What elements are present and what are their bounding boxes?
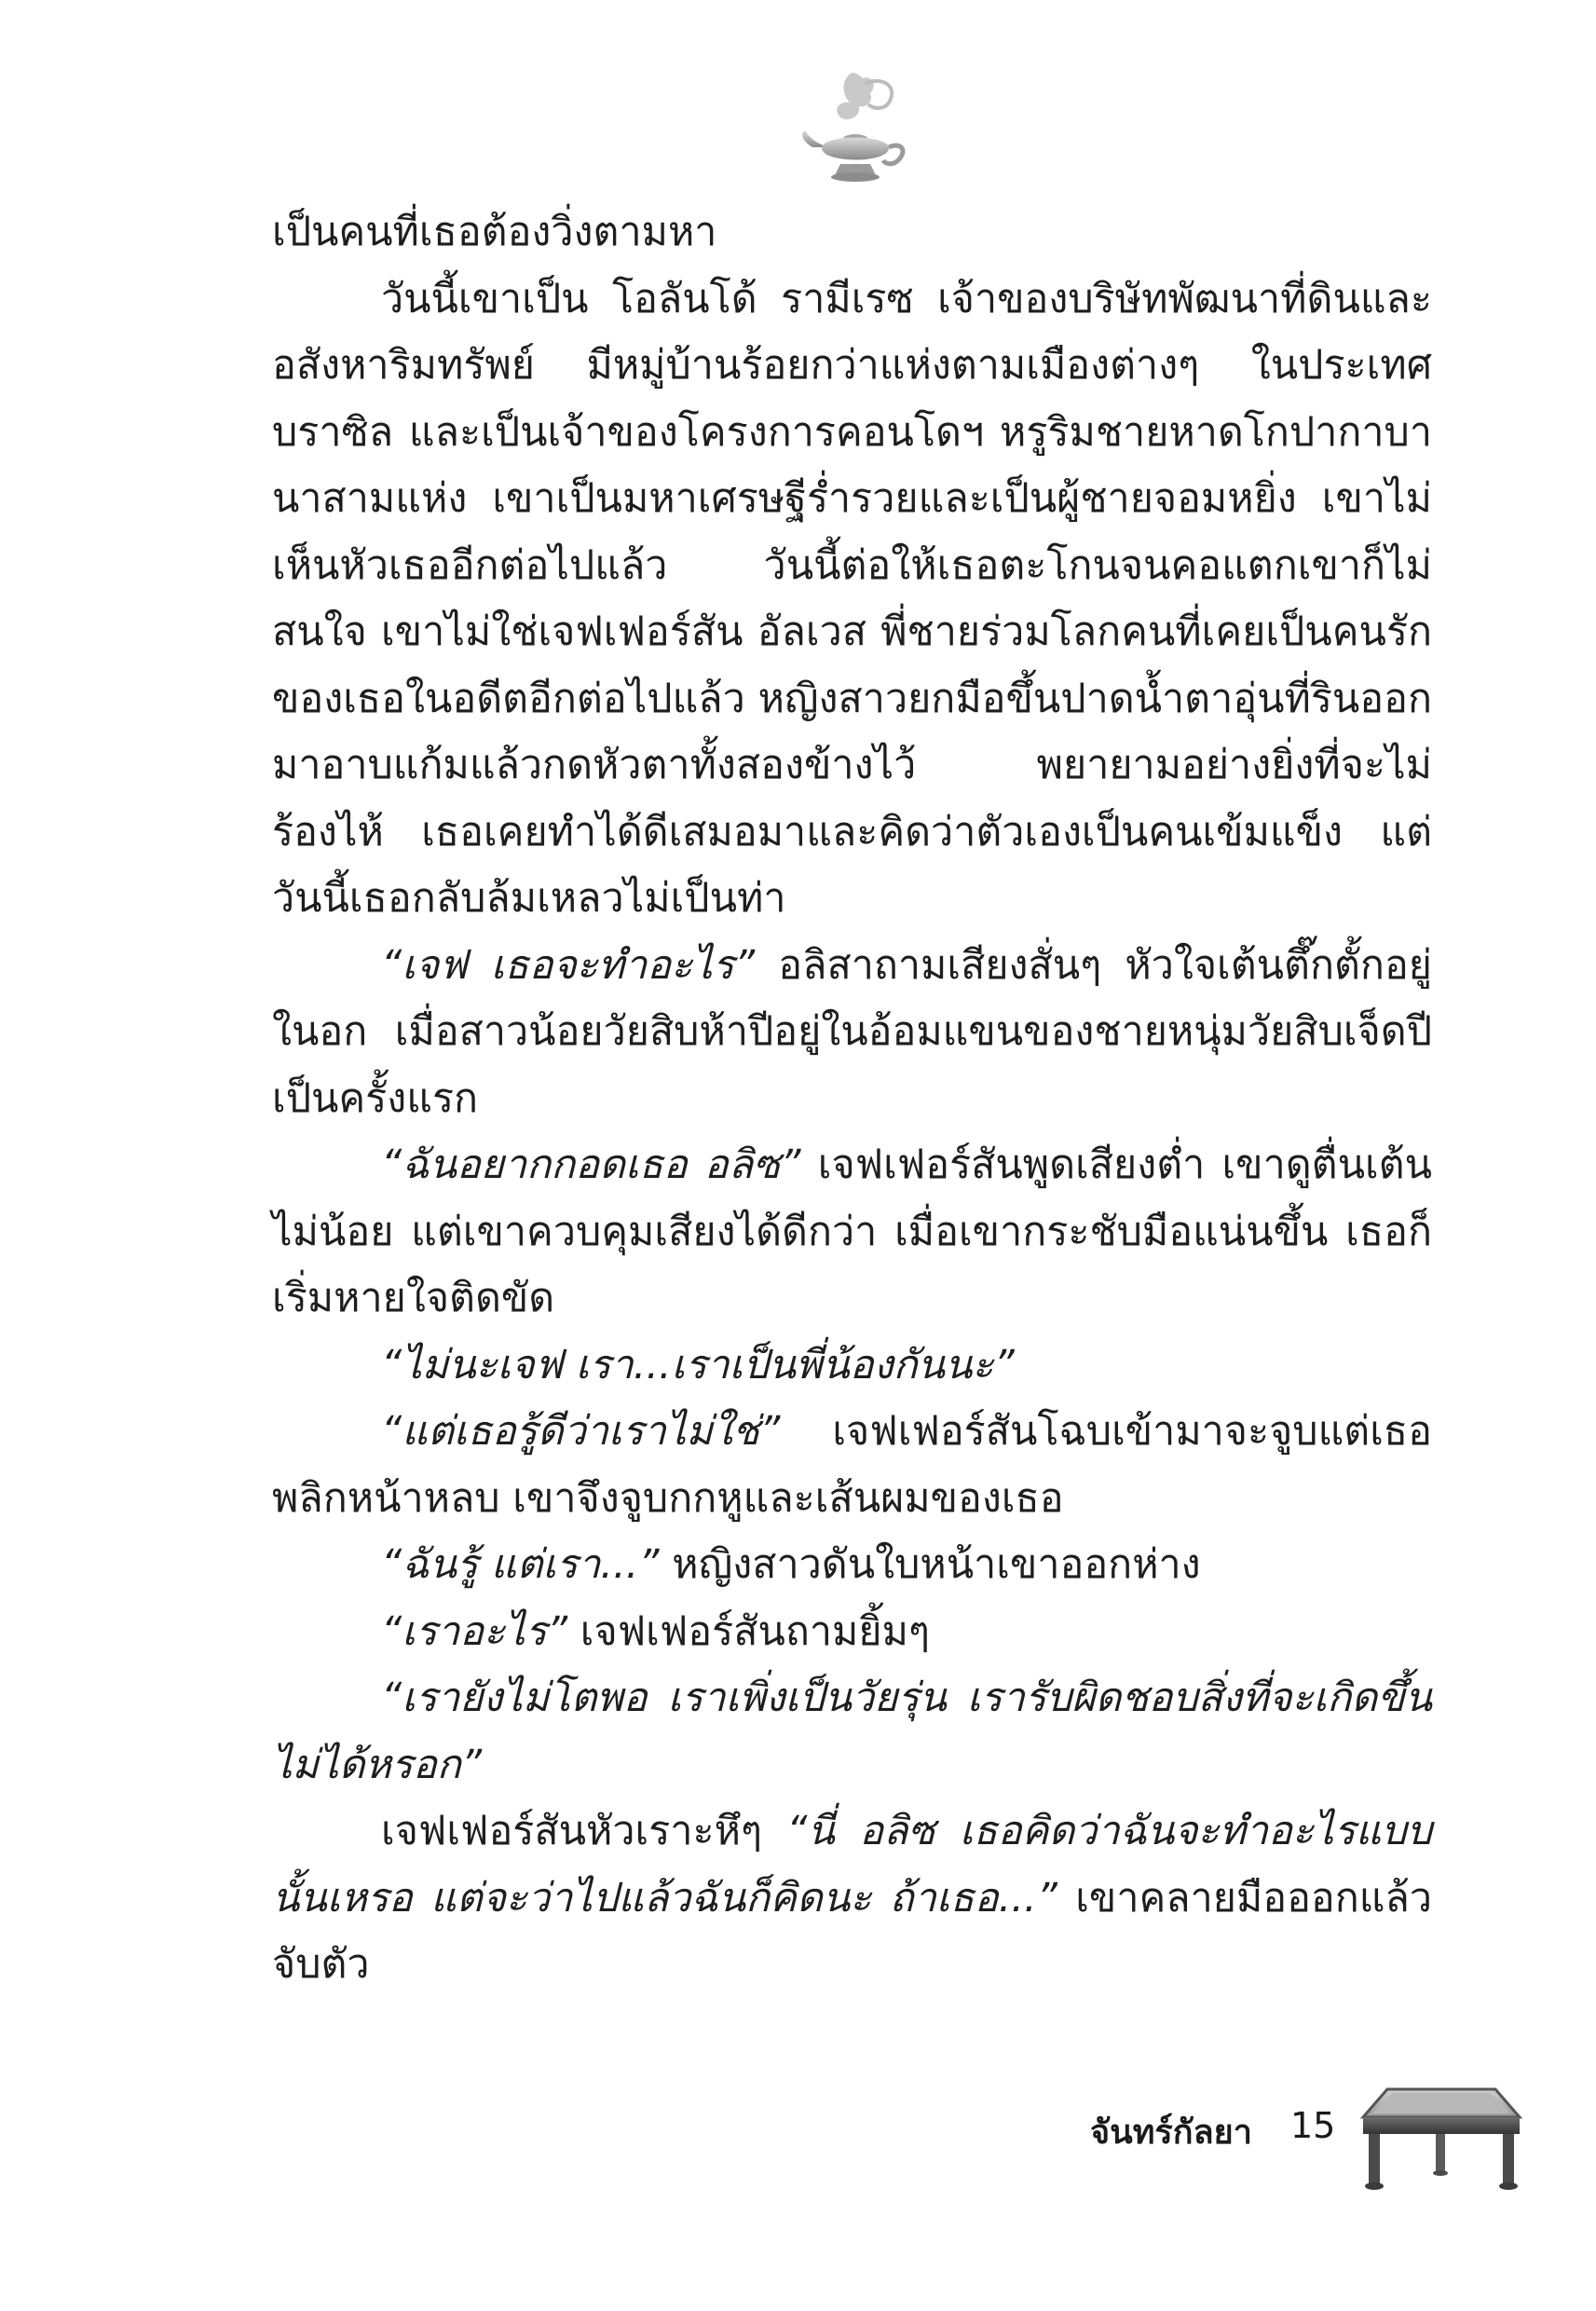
narration-text: เขาคลายมือออกแล้วจับตัว (272, 1874, 1432, 1988)
narration-text: เป็นคนที่เธอต้องวิ่งตามหา (272, 209, 717, 255)
paragraph (272, 1532, 1432, 1599)
magic-lamp-icon (794, 67, 915, 198)
paragraph (272, 933, 1432, 1133)
dialogue-text: “ฉันอยากกอดเธอ อลิซ” (381, 1142, 801, 1188)
dialogue-text: “ฉันรู้ แต่เรา...” (381, 1541, 660, 1588)
paragraph (272, 1599, 1432, 1666)
narration-text: เจฟเฟอร์สันโฉบเข้ามาจะจูบแต่เธอพลิกหน้าหลบ เขาจึงจูบกกหูและเส้นผมของเธอ (272, 1408, 1432, 1522)
page-body (272, 199, 1432, 1999)
paragraph (272, 199, 1432, 267)
paragraph (272, 1333, 1432, 1400)
pool-table-icon (1356, 2076, 1525, 2197)
narration-text: เจฟเฟอร์สันถามยิ้มๆ (567, 1607, 931, 1655)
narration-text: อลิสาถามเสียงสั่นๆ หัวใจเต้นตึ๊กตั้กอยู่ในอก เมื่อสาวน้อยวัยสิบห้าปีอยู่ในอ้อมแขนของชายหนุ่มวัยสิบเจ็ดปีเป็นครั้งแรก (272, 941, 1432, 1122)
dialogue-text: “แต่เธอรู้ดีว่าเราไม่ใช่” (381, 1408, 781, 1455)
narration-text: เจฟเฟอร์สันพูดเสียงต่ำ เขาดูตื่นเต้นไม่น้อย แต่เขาควบคุมเสียงได้ดีกว่า เมื่อเขากระชับมือแน่นขึ้น เธอก็เริ่มหายใจติดขัด (272, 1142, 1432, 1321)
narration-text: เจฟเฟอร์สันหัวเราะหึๆ (381, 1808, 787, 1854)
dialogue-text: “เราอะไร” (381, 1607, 568, 1655)
paragraph (272, 1665, 1432, 1798)
paragraph (272, 1399, 1432, 1532)
paragraph (272, 267, 1432, 933)
dialogue-text: “ไม่นะเจฟ เรา...เราเป็นพี่น้องกันนะ” (381, 1341, 1015, 1388)
paragraph (272, 1132, 1432, 1333)
book-title: จันทร์กัลยา (1090, 2113, 1252, 2152)
dialogue-text: “เจฟ เธอจะทำอะไร” (381, 941, 756, 989)
dialogue-text: “นี่ อลิซ เธอคิดว่าฉันจะทำอะไรแบบนั้นเหรอ แต่จะว่าไปแล้วฉันก็คิดนะ ถ้าเธอ...” (272, 1808, 1432, 1921)
narration-text: หญิงสาวดันใบหน้าเขาออกห่าง (659, 1541, 1201, 1588)
paragraph (272, 1798, 1432, 1999)
narration-text: วันนี้เขาเป็น โอลันโด้ รามีเรซ เจ้าของบริษัทพัฒนาที่ดินและอสังหาริมทรัพย์ มีหมู่บ้านร้อยกว่าแห่งตามเมืองต่างๆ ในประเทศบราซิล และเป็นเจ้าของโครงการคอนโดฯ หรูริมชายหาดโกปากาบานาสามแห่ง เขาเป็นมหาเศรษฐีร่ำรวยและเป็นผู้ชายจอมหยิ่ง เขาไม่เห็นหัวเธออีกต่อไปแล้ว วันนี้ต่อให้เธอตะโกนจนคอแตกเขาก็ไม่สนใจ เขาไม่ใช่เจฟเฟอร์สัน อัลเวส พี่ชายร่วมโลกคนที่เคยเป็นคนรักของเธอในอดีตอีกต่อไปแล้ว หญิงสาวยกมือขึ้นปาดน้ำตาอุ่นที่รินออกมาอาบแก้มแล้วกดหัวตาทั้งสองข้างไว้ พยายามอย่างยิ่งที่จะไม่ร้องไห้ เธอเคยทำได้ดีเสมอมาและคิดว่าตัวเองเป็นคนเข้มแข็ง แต่วันนี้เธอกลับล้มเหลวไม่เป็นท่า (272, 275, 1432, 922)
page-number: 15 (1290, 2105, 1336, 2146)
dialogue-text: “เรายังไม่โตพอ เราเพิ่งเป็นวัยรุ่น เรารับผิดชอบสิ่งที่จะเกิดขึ้นไม่ได้หรอก” (272, 1675, 1432, 1788)
